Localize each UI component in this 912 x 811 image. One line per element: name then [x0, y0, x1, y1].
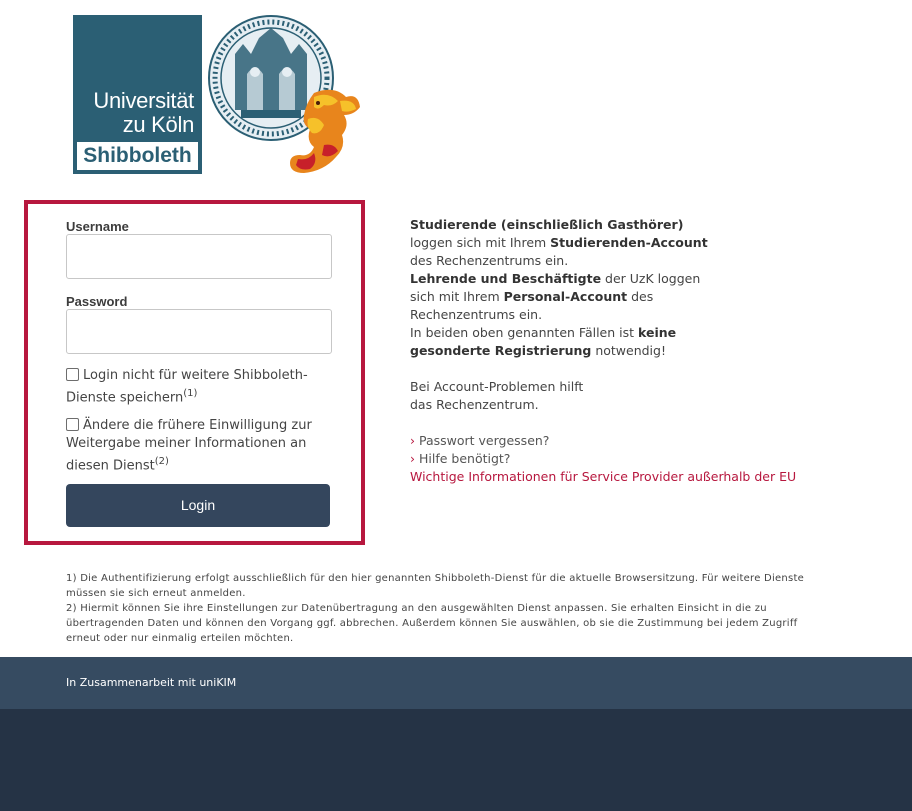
footer-text: In Zusammenarbeit mit uniKIM — [66, 676, 237, 689]
login-button[interactable]: Login — [66, 484, 330, 527]
logo-line-2: zu Köln — [122, 112, 194, 137]
help-text[interactable]: Hilfe benötigt? — [418, 451, 511, 466]
staff-account: Personal-Account — [503, 289, 628, 304]
consent-label: Ändere die frühere Einwilligung zur Weitergabe meiner Informationen an diesen Dienst — [66, 418, 312, 474]
logo-line-1: Universität — [93, 88, 194, 113]
footnotes — [66, 571, 806, 646]
logo-badge: Shibboleth — [77, 142, 198, 170]
forgot-password-text[interactable]: Passwort vergessen? — [418, 433, 550, 448]
footnote-2: 2) Hiermit können Sie ihre Einstellungen zur Datenübertragung an den ausgewählten Dienst anpassen. Sie erhalten Einsicht in die zu übertragenden Daten und können den Vorgang ggf. abbrechen. Außerdem können Sie auswählen, ob sie die Zustimmung bei jedem Zugriff erneut oder nur einmalig erteilen möchten. — [66, 603, 798, 644]
info-registration — [410, 324, 710, 360]
eu-info-link[interactable]: Wichtige Informationen für Service Provider außerhalb der EU — [410, 469, 797, 484]
footnote-1: 1) Die Authentifizierung erfolgt ausschließlich für den hier genannten Shibboleth-Dienst für die aktuelle Browsersitzung. Für weitere Dienste müssen sie sich erneut anmelden. — [66, 573, 805, 599]
footer-bar — [0, 657, 912, 709]
username-label: Username — [66, 219, 129, 234]
registration-text-1: In beiden oben genannten Fällen ist — [410, 325, 639, 340]
registration-bold: keine gesonderte Registrierung — [410, 325, 677, 358]
consent-checkbox-row[interactable] — [66, 417, 336, 475]
info-students — [410, 216, 710, 270]
info-panel — [410, 216, 797, 486]
remember-checkbox-row[interactable] — [66, 367, 336, 407]
registration-text-2: notwendig! — [591, 343, 666, 358]
consent-checkbox[interactable] — [66, 418, 79, 431]
students-account: Studierenden-Account — [550, 235, 708, 250]
help-link[interactable]: › Hilfe benötigt? — [410, 451, 511, 466]
students-bold: Studierende (einschließlich Gasthörer) — [410, 217, 684, 232]
remember-label: Login nicht für weitere Shibboleth-Dienste speichern — [66, 368, 308, 406]
shibboleth-griffin-icon — [284, 85, 362, 177]
staff-text-1: der UzK loggen sich mit Ihrem — [410, 271, 701, 304]
students-text-2: des Rechenzentrums ein. — [410, 253, 569, 268]
login-form — [24, 200, 365, 545]
remember-footnote-ref: (1) — [183, 388, 198, 399]
staff-text-2: des Rechenzentrums ein. — [410, 289, 654, 322]
password-input[interactable] — [66, 309, 332, 354]
username-input[interactable] — [66, 234, 332, 279]
password-label: Password — [66, 294, 128, 309]
info-account-problems: Bei Account-Problemen hilft das Rechenzentrum. — [410, 379, 584, 412]
students-text-1: loggen sich mit Ihrem — [410, 235, 551, 250]
info-staff — [410, 270, 710, 324]
forgot-password-link[interactable]: › Passwort vergessen? — [410, 433, 550, 448]
university-logo — [73, 15, 202, 174]
consent-footnote-ref: (2) — [154, 456, 169, 467]
remember-checkbox[interactable] — [66, 368, 79, 381]
staff-bold: Lehrende und Beschäftigte — [410, 271, 602, 286]
footer-bottom — [0, 709, 912, 811]
